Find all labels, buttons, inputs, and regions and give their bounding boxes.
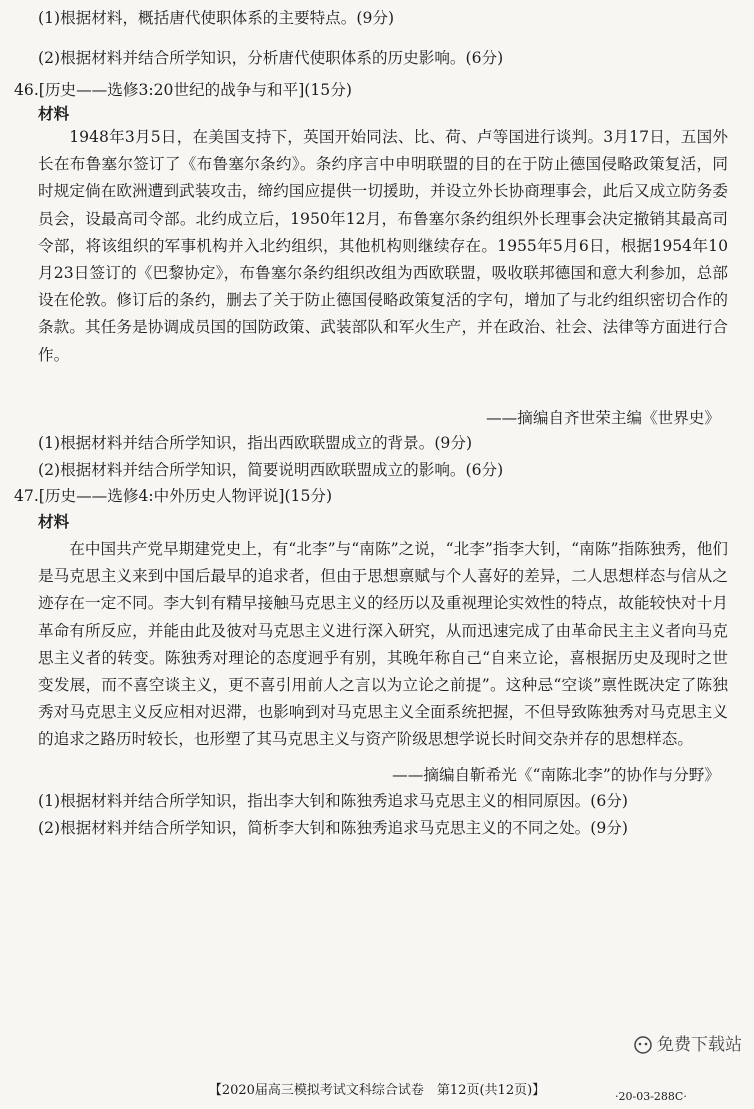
q46-material-label: 材料 [38, 105, 70, 123]
q47-header: 47.[历史——选修4:中外历史人物评说](15分) [14, 487, 333, 505]
page-footer: 【2020届高三模拟考试文科综合试卷 第12页(共12页)】 [208, 1083, 546, 1098]
q45-subquestion-1: (1)根据材料，概括唐代使职体系的主要特点。(9分) [38, 9, 395, 27]
q46-material-body: 1948年3月5日，在美国支持下，英国开始同法、比、荷、卢等国进行谈判。3月17日，五国外长在布鲁塞尔签订了《布鲁塞尔条约》。条约序言中申明联盟的目的在于防止德国侵略政策复活，同时规定倘在欧洲遭到武装攻击，缔约国应提供一切援助，并设立外长协商理事会，此后又成立防务委员会，设最高司令部。北约成立后，1950年12月，布鲁塞尔条约组织外长理事会决定撤销其最高司令部，将该组织的军事机构并入北约组织，其他机构则继续存在。1955年5月6日，根据1954年10月23日签订的《巴黎协定》，布鲁塞尔条约组织改组为西欧联盟，吸收联邦德国和意大利参加，总部设在伦敦。修订后的条约，删去了关于防止德国侵略政策复活的字句，增加了与北约组织密切合作的条款。其任务是协调成员国的国防政策、武装部队和军火生产，并在政治、社会、法律等方面进行合作。 [38, 128, 728, 364]
page-code: ·20-03-288C· [615, 1090, 687, 1103]
q47-material-label: 材料 [38, 513, 70, 531]
wechat-icon [633, 1035, 653, 1055]
q45-subquestion-2: (2)根据材料并结合所学知识，分析唐代使职体系的历史影响。(6分) [38, 49, 504, 67]
q46-subquestion-2: (2)根据材料并结合所学知识，简要说明西欧联盟成立的影响。(6分) [38, 461, 504, 479]
q46-subquestion-1: (1)根据材料并结合所学知识，指出西欧联盟成立的背景。(9分) [38, 434, 473, 452]
q47-subquestion-2: (2)根据材料并结合所学知识，简析李大钊和陈独秀追求马克思主义的不同之处。(9分) [38, 819, 628, 837]
q47-source: ——摘编自靳希光《“南陈北李”的协作与分野》 [392, 766, 720, 784]
q46-header: 46.[历史——选修3:20世纪的战争与和平](15分) [14, 81, 352, 99]
q46-source: ——摘编自齐世荣主编《世界史》 [486, 409, 720, 427]
watermark-brand [633, 1030, 742, 1055]
q47-material-body: 在中国共产党早期建党史上，有“北李”与“南陈”之说，“北李”指李大钊，“南陈”指陈独秀，他们是马克思主义来到中国后最早的追求者，但由于思想禀赋与个人喜好的差异，二人思想样态与信从之迹存在一定不同。李大钊有精早接触马克思主义的经历以及重视理论实效性的特点，故能较快对十月革命有所反应，并能由此及彼对马克思主义进行深入研究，从而迅速完成了由革命民主主义者向马克思主义者的转变。陈独秀对理论的态度迥乎有别，其晚年称自己“自来立论，喜根据历史及现时之世变发展，而不喜空谈主义，更不喜引用前人之言以为立论之前提”。这种忌“空谈”禀性既决定了陈独秀对马克思主义反应相对迟滞，也影响到对马克思主义全面系统把握，不但导致陈独秀对马克思主义的追求之路历时较长，也形塑了其马克思主义与资产阶级思想学说长时间交杂并存的思想样态。 [38, 540, 728, 749]
watermark-brand-text: 免费下载站 [657, 1035, 742, 1055]
q47-subquestion-1: (1)根据材料并结合所学知识，指出李大钊和陈独秀追求马克思主义的相同原因。(6分) [38, 792, 628, 810]
